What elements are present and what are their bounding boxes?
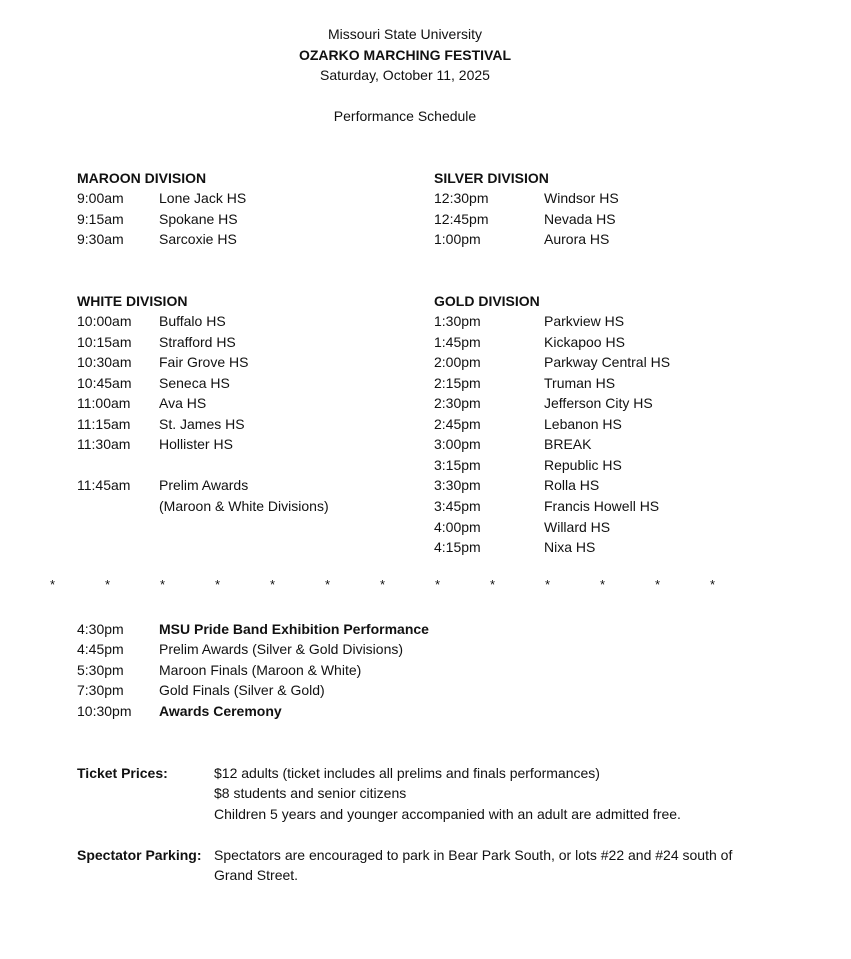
time: 10:45am bbox=[77, 375, 132, 391]
school: Jefferson City HS bbox=[544, 395, 653, 411]
time: 11:45am bbox=[77, 477, 131, 493]
ticket-prices-label: Ticket Prices: bbox=[77, 765, 168, 781]
event-name: Gold Finals (Silver & Gold) bbox=[159, 682, 325, 698]
school: Nevada HS bbox=[544, 211, 616, 227]
time: 11:15am bbox=[77, 416, 131, 432]
school: Lone Jack HS bbox=[159, 190, 247, 206]
asterisk: * bbox=[600, 577, 606, 592]
school: Parkway Central HS bbox=[544, 354, 671, 370]
event-name: Maroon Finals (Maroon & White) bbox=[159, 662, 362, 678]
event-name: Awards Ceremony bbox=[159, 703, 282, 719]
time: 11:00am bbox=[77, 395, 131, 411]
asterisk: * bbox=[215, 577, 221, 592]
time: 9:15am bbox=[77, 211, 124, 227]
university-name: Missouri State University bbox=[327, 26, 483, 42]
school: Spokane HS bbox=[159, 211, 238, 227]
school: Strafford HS bbox=[159, 334, 236, 350]
time: 4:30pm bbox=[77, 621, 124, 637]
page-subtitle: Performance Schedule bbox=[333, 108, 477, 124]
asterisk: * bbox=[655, 577, 661, 592]
time: 1:45pm bbox=[434, 334, 481, 350]
asterisk: * bbox=[270, 577, 276, 592]
time: 5:30pm bbox=[77, 662, 124, 678]
asterisk: * bbox=[710, 577, 716, 592]
school: Hollister HS bbox=[159, 436, 233, 452]
school: Lebanon HS bbox=[544, 416, 622, 432]
school: Rolla HS bbox=[544, 477, 600, 493]
time: 9:30am bbox=[77, 231, 124, 247]
school: Kickapoo HS bbox=[544, 334, 625, 350]
time: 1:00pm bbox=[434, 231, 481, 247]
school: Francis Howell HS bbox=[544, 498, 660, 514]
event-date: Saturday, October 11, 2025 bbox=[320, 67, 490, 83]
event-name: Prelim Awards bbox=[159, 477, 249, 493]
parking-text-line2: Grand Street. bbox=[214, 867, 299, 883]
school: St. James HS bbox=[159, 416, 245, 432]
time: 10:30am bbox=[77, 354, 132, 370]
parking-text-line1: Spectators are encouraged to park in Bear Park South, or lots #22 and #24 south of bbox=[214, 847, 733, 863]
school: Nixa HS bbox=[544, 539, 596, 555]
time: 10:00am bbox=[77, 313, 132, 329]
school: Republic HS bbox=[544, 457, 622, 473]
division-title: WHITE DIVISION bbox=[77, 293, 188, 309]
school: BREAK bbox=[544, 436, 592, 452]
time: 3:45pm bbox=[434, 498, 481, 514]
school: Buffalo HS bbox=[159, 313, 226, 329]
event-note: (Maroon & White Divisions) bbox=[159, 498, 329, 514]
time: 3:00pm bbox=[434, 436, 481, 452]
school: Truman HS bbox=[544, 375, 616, 391]
school: Seneca HS bbox=[159, 375, 230, 391]
school: Aurora HS bbox=[544, 231, 610, 247]
asterisk: * bbox=[105, 577, 111, 592]
time: 11:30am bbox=[77, 436, 131, 452]
division-title: SILVER DIVISION bbox=[434, 170, 549, 186]
time: 2:45pm bbox=[434, 416, 481, 432]
school: Fair Grove HS bbox=[159, 354, 249, 370]
time: 2:30pm bbox=[434, 395, 481, 411]
asterisk: * bbox=[490, 577, 496, 592]
ticket-price-line: Children 5 years and younger accompanied with an adult are admitted free. bbox=[214, 806, 681, 822]
event-name: MSU Pride Band Exhibition Performance bbox=[159, 621, 429, 637]
time: 10:15am bbox=[77, 334, 132, 350]
time: 12:30pm bbox=[434, 190, 489, 206]
time: 4:15pm bbox=[434, 539, 481, 555]
school: Sarcoxie HS bbox=[159, 231, 237, 247]
time: 3:30pm bbox=[434, 477, 481, 493]
event-name: Prelim Awards (Silver & Gold Divisions) bbox=[159, 641, 404, 657]
time: 4:45pm bbox=[77, 641, 124, 657]
time: 7:30pm bbox=[77, 682, 124, 698]
time: 2:15pm bbox=[434, 375, 481, 391]
asterisk: * bbox=[380, 577, 386, 592]
asterisk: * bbox=[50, 577, 56, 592]
event-title: OZARKO MARCHING FESTIVAL bbox=[298, 47, 512, 63]
time: 9:00am bbox=[77, 190, 124, 206]
school: Windsor HS bbox=[544, 190, 619, 206]
parking-label: Spectator Parking: bbox=[77, 847, 202, 863]
school: Ava HS bbox=[159, 395, 207, 411]
asterisk: * bbox=[325, 577, 331, 592]
time: 10:30pm bbox=[77, 703, 132, 719]
asterisk: * bbox=[435, 577, 441, 592]
division-title: GOLD DIVISION bbox=[434, 293, 540, 309]
ticket-price-line: $12 adults (ticket includes all prelims and finals performances) bbox=[214, 765, 600, 781]
division-title: MAROON DIVISION bbox=[77, 170, 207, 186]
time: 12:45pm bbox=[434, 211, 489, 227]
school: Parkview HS bbox=[544, 313, 625, 329]
time: 1:30pm bbox=[434, 313, 481, 329]
ticket-price-line: $8 students and senior citizens bbox=[214, 785, 407, 801]
asterisk: * bbox=[160, 577, 166, 592]
time: 3:15pm bbox=[434, 457, 481, 473]
time: 4:00pm bbox=[434, 519, 481, 535]
asterisk: * bbox=[545, 577, 551, 592]
time: 2:00pm bbox=[434, 354, 481, 370]
school: Willard HS bbox=[544, 519, 611, 535]
